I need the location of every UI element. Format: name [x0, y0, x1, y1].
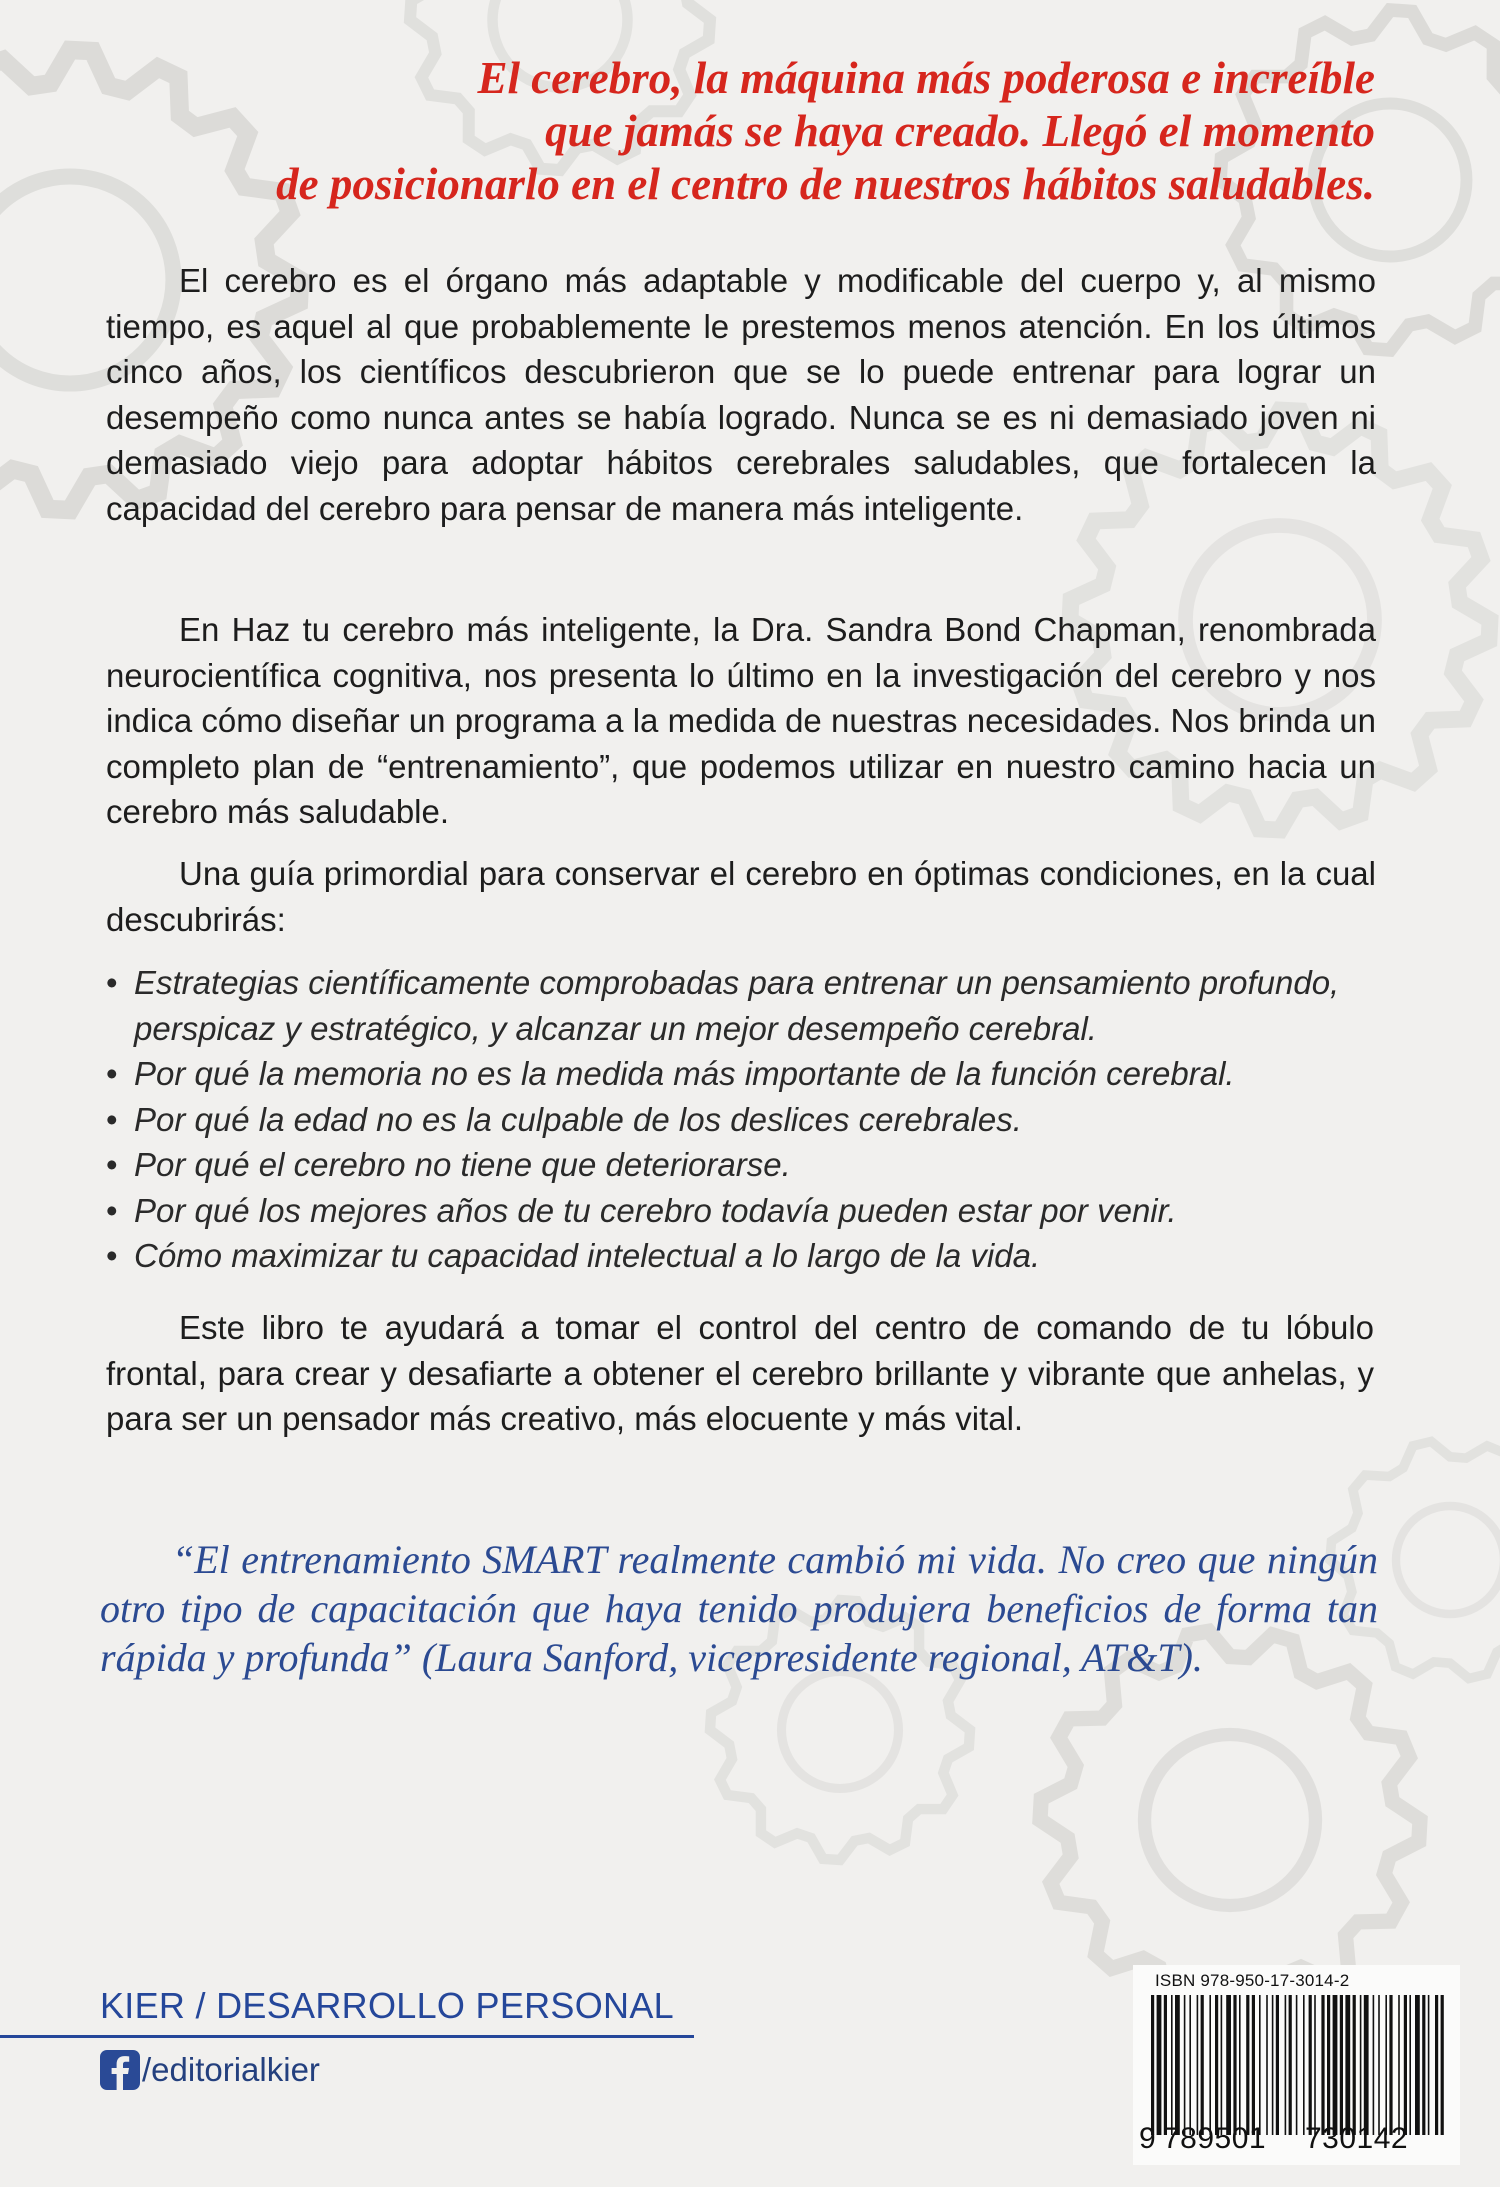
- isbn-label: ISBN 978-950-17-3014-2: [1155, 1971, 1350, 1990]
- barcode-bar: [1378, 1995, 1380, 2135]
- list-item: • Estrategias científicamente comprobadas para entrenar un pensamiento profundo, perspicaz y estratégico, y alcanzar un mejor desempeño cerebral.: [106, 964, 1340, 1047]
- barcode-bar: [1285, 1995, 1287, 2135]
- paragraph-closing: Este libro te ayudará a tomar el control del centro de comando de tu lóbulo frontal, para crear y desafiarte a obtener el cerebro brillante y vibrante que anhelas, y para ser un pensador más creativo, más elocuente y más vital.: [106, 1309, 1374, 1437]
- barcode-bar: [1266, 1995, 1268, 2135]
- barcode-bar: [1360, 1995, 1362, 2135]
- barcode-bar: [1389, 1995, 1392, 2135]
- barcode-bar: [1296, 1995, 1298, 2135]
- barcode-right-group: 730142: [1305, 2122, 1409, 2155]
- barcode-bar: [1276, 1995, 1279, 2135]
- barcode-bar: [1239, 1995, 1241, 2135]
- guide-paragraph: [106, 851, 1376, 942]
- barcode-bar: [1164, 1995, 1167, 2135]
- barcode-bar: [1422, 1995, 1425, 2135]
- barcode-bar: [1157, 1995, 1162, 2135]
- barcode-bar: [1189, 1995, 1191, 2135]
- barcode-bar: [1435, 1995, 1438, 2135]
- gear-shape: [1040, 1631, 1420, 2009]
- barcode-bar: [1221, 1995, 1223, 2135]
- barcode-bar: [1321, 1995, 1324, 2135]
- headline: [140, 52, 1375, 211]
- barcode-bar: [1252, 1995, 1255, 2135]
- barcode-bar: [1409, 1995, 1411, 2135]
- list-item: • Por qué los mejores años de tu cerebro todavía pueden estar por venir.: [106, 1191, 1177, 1229]
- barcode-bar: [1226, 1995, 1231, 2135]
- headline-line-2: que jamás se haya creado. Llegó el momento: [545, 106, 1375, 156]
- barcode-bar: [1233, 1995, 1236, 2135]
- barcode-bar: [1340, 1995, 1343, 2135]
- barcode-bar: [1428, 1995, 1430, 2135]
- list-item: • Cómo maximizar tu capacidad intelectual a lo largo de la vida.: [106, 1237, 1041, 1274]
- barcode-bar: [1201, 1995, 1204, 2135]
- benefits-list: [106, 960, 1396, 1279]
- series-label: KIER / DESARROLLO PERSONAL: [100, 1985, 674, 2026]
- facebook-handle: /editorialkier: [142, 2051, 320, 2088]
- barcode-bar: [1385, 1995, 1387, 2135]
- barcode-bar: [1398, 1995, 1400, 2135]
- chapman-paragraph: [106, 607, 1376, 835]
- barcode-lead-digit: 9: [1139, 2122, 1156, 2155]
- social-link[interactable]: [100, 2048, 320, 2092]
- barcode-bar: [1314, 1995, 1316, 2135]
- barcode-bar: [1171, 1995, 1173, 2135]
- barcode-bar: [1333, 1995, 1338, 2135]
- barcode-bar: [1259, 1995, 1261, 2135]
- barcode-bar: [1441, 1995, 1444, 2135]
- paragraph-3: Una guía primordial para conservar el cerebro en óptimas condiciones, en la cual descubrirás:: [106, 855, 1376, 938]
- barcode-bar: [1209, 1995, 1211, 2135]
- barcode-bar: [1353, 1995, 1356, 2135]
- isbn-barcode: [1133, 1965, 1460, 2165]
- facebook-icon: [100, 2050, 140, 2090]
- barcode-bar: [1289, 1995, 1292, 2135]
- list-item: • Por qué la edad no es la culpable de los deslices cerebrales.: [106, 1100, 1022, 1138]
- intro-paragraph: [106, 258, 1376, 531]
- barcode-bar: [1175, 1995, 1180, 2135]
- barcode-bar: [1184, 1995, 1186, 2135]
- barcode-bar: [1345, 1995, 1350, 2135]
- paragraph-1: El cerebro es el órgano más adaptable y modificable del cuerpo y, al mismo tiempo, es aquel al que probablemente le prestemos menos atención. En los últimos cinco años, los científicos descubrieron que se lo puede entrenar para lograr un desempeño como nunca antes se había logrado. Nunca se es ni demasiado joven ni demasiado viejo para adoptar hábitos cerebrales saludables, que fortalecen la capacidad del cerebro para pensar de manera más inteligente.: [106, 262, 1376, 527]
- headline-line-1: El cerebro, la máquina más poderosa e increíble: [477, 53, 1375, 103]
- barcode-bar: [1415, 1995, 1420, 2135]
- barcode-digits: [1133, 2115, 1460, 2161]
- barcode-bar: [1303, 1995, 1305, 2135]
- barcode-bar: [1364, 1995, 1369, 2135]
- paragraph-2: En Haz tu cerebro más inteligente, la Dra. Sandra Bond Chapman, renombrada neurocientífica cognitiva, nos presenta lo último en la investigación del cerebro y nos indica cómo diseñar un programa a la medida de nuestras necesidades. Nos brinda un completo plan de “entrenamiento”, que podemos utilizar en nuestro camino hacia un cerebro más saludable.: [106, 611, 1376, 830]
- barcode-bar: [1309, 1995, 1312, 2135]
- headline-line-3: de posicionarlo en el centro de nuestros hábitos saludables.: [276, 159, 1375, 209]
- barcode-bar: [1246, 1995, 1249, 2135]
- barcode-bar: [1272, 1995, 1274, 2135]
- barcode-bar: [1373, 1995, 1375, 2135]
- barcode-bar: [1151, 1995, 1154, 2135]
- barcode-bar: [1197, 1995, 1199, 2135]
- series-divider: [0, 2035, 694, 2038]
- closing-paragraph: [106, 1305, 1374, 1442]
- barcode-bar: [1215, 1995, 1218, 2135]
- testimonial-quote: [100, 1535, 1378, 1682]
- quote-text: “El entrenamiento SMART realmente cambió mi vida. No creo que ningún otro tipo de capacitación que haya tenido produjera beneficios de forma tan rápida y profunda” (Laura Sanford, vicepresidente regional, AT&T).: [100, 1537, 1378, 1680]
- barcode-bar: [1404, 1995, 1407, 2135]
- barcode-left-group: 789501: [1163, 2122, 1267, 2155]
- list-item: • Por qué la memoria no es la medida más importante de la función cerebral.: [106, 1055, 1235, 1092]
- list-item: • Por qué el cerebro no tiene que deteriorarse.: [106, 1146, 791, 1183]
- barcode-bar: [1327, 1995, 1330, 2135]
